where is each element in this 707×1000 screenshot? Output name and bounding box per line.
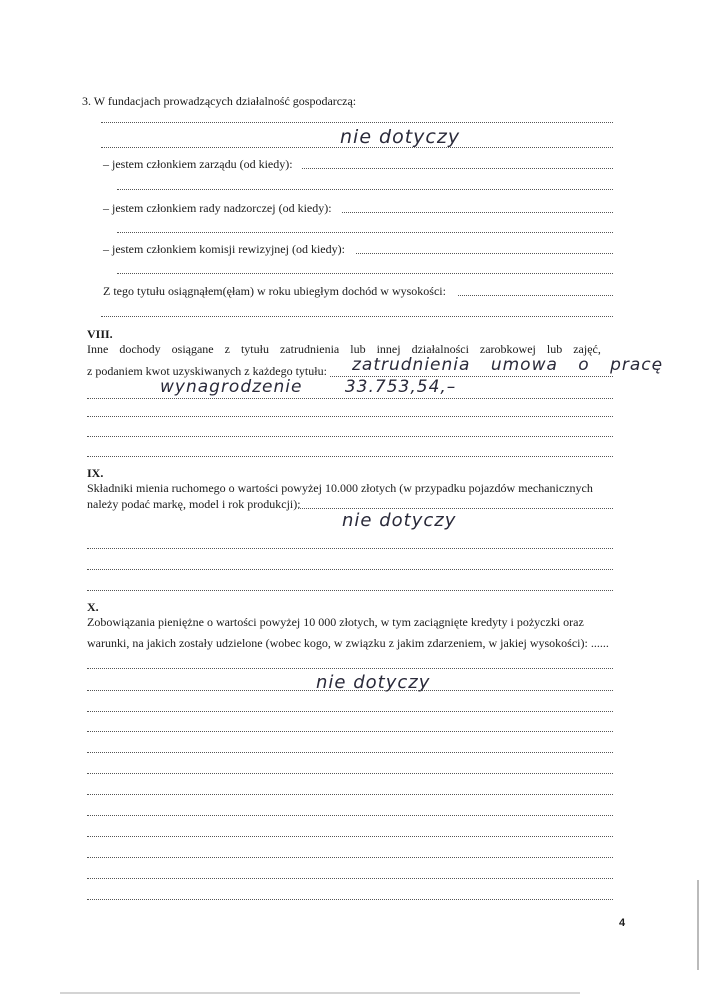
dotted-line	[87, 731, 613, 732]
audit-committee-label: – jestem członkiem komisji rewizyjnej (od kiedy):	[103, 242, 345, 256]
dotted-line	[101, 147, 613, 148]
income-label: Z tego tytułu osiągnąłem(ęłam) w roku ubiegłym dochód w wysokości:	[103, 284, 446, 298]
section-x-heading: X.	[87, 600, 99, 614]
section-viii-heading: VIII.	[87, 327, 113, 341]
dotted-line	[87, 711, 613, 712]
dotted-line	[87, 456, 613, 457]
dotted-line	[87, 752, 613, 753]
dotted-line	[117, 189, 613, 190]
section-ix-text-line2: należy podać markę, model i rok produkcji):	[87, 497, 301, 511]
dotted-line	[356, 253, 613, 254]
dotted-line	[458, 295, 613, 296]
dotted-line	[87, 857, 613, 858]
dotted-line	[87, 878, 613, 879]
handwritten-answer: nie dotyczy	[316, 672, 431, 693]
section-ix-text-line1: Składniki mienia ruchomego o wartości powyżej 10.000 złotych (w przypadku pojazdów mechanicznych	[87, 481, 593, 495]
dotted-line	[342, 212, 613, 213]
handwritten-answer: nie dotyczy	[340, 126, 461, 148]
scan-edge-mark	[697, 880, 699, 970]
dotted-line	[87, 548, 613, 549]
dotted-line	[117, 273, 613, 274]
handwritten-answer: zatrudnienia umowa o pracę	[352, 355, 664, 375]
scan-edge-mark	[60, 992, 580, 994]
section-viii-text-line1: Inne dochody osiągane z tytułu zatrudnienia lub innej działalności zarobkowej lub zajęć,	[87, 342, 601, 356]
dotted-line	[87, 815, 613, 816]
dotted-line	[87, 899, 613, 900]
item-3-heading: 3. W fundacjach prowadzących działalność gospodarczą:	[82, 94, 357, 108]
dotted-line	[87, 569, 613, 570]
dotted-line	[87, 794, 613, 795]
handwritten-answer: nie dotyczy	[342, 510, 457, 531]
section-ix-heading: IX.	[87, 466, 104, 480]
dotted-line	[87, 690, 613, 691]
handwritten-answer: wynagrodzenie 33.753,54,–	[160, 377, 457, 397]
section-x-text-line2: warunki, na jakich zostały udzielone (wobec kogo, w związku z jakim zdarzeniem, w jakiej wysokości): ......	[87, 636, 609, 650]
dotted-line	[101, 122, 613, 123]
board-member-label: – jestem członkiem zarządu (od kiedy):	[103, 157, 293, 171]
dotted-line	[87, 773, 613, 774]
section-viii-text-line2: z podaniem kwot uzyskiwanych z każdego tytułu:	[87, 364, 327, 378]
dotted-line	[302, 168, 613, 169]
supervisory-board-label: – jestem członkiem rady nadzorczej (od kiedy):	[103, 201, 332, 215]
dotted-line	[101, 316, 613, 317]
section-x-text-line1: Zobowiązania pieniężne o wartości powyżej 10 000 złotych, w tym zaciągnięte kredyty i pożyczki oraz	[87, 615, 584, 629]
dotted-line	[87, 416, 613, 417]
page-number: 4	[619, 917, 626, 929]
dotted-line	[117, 232, 613, 233]
dotted-line	[87, 668, 613, 669]
dotted-line	[87, 398, 613, 399]
dotted-line	[87, 836, 613, 837]
dotted-line	[87, 590, 613, 591]
dotted-line	[298, 508, 613, 509]
dotted-line	[87, 436, 613, 437]
